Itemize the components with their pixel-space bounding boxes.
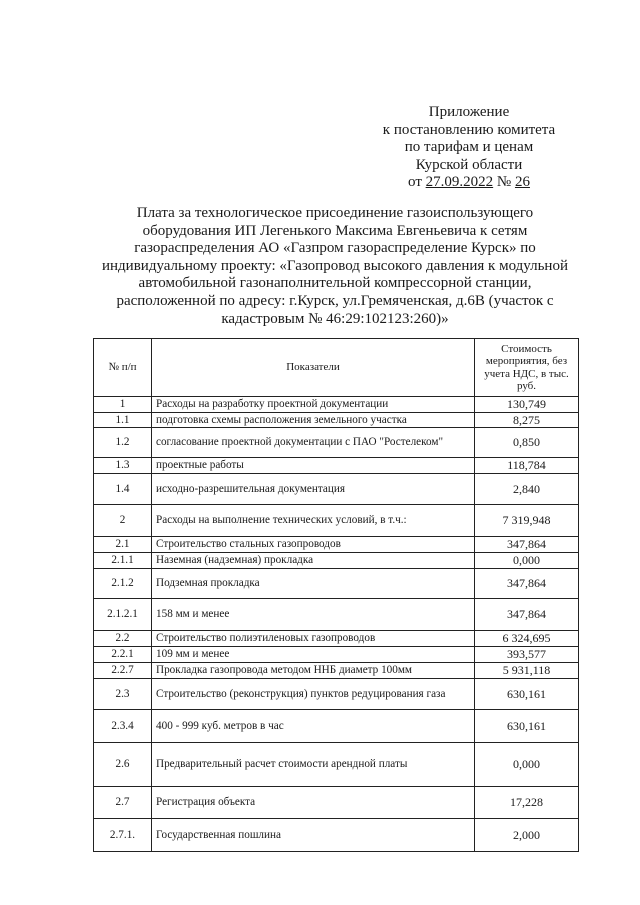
- table-row: [94, 569, 579, 599]
- row-name: 109 мм и менее: [152, 647, 475, 663]
- header-num: № п/п: [94, 339, 152, 397]
- row-num: 2.2.1: [94, 647, 152, 663]
- row-name: 400 - 999 куб. метров в час: [152, 710, 475, 743]
- appendix-line: Приложение: [428, 104, 510, 120]
- row-value: 347,864: [475, 537, 579, 553]
- document-title: [92, 205, 578, 328]
- row-name: Строительство (реконструкция) пунктов редуцирования газа: [152, 679, 475, 710]
- row-name: Государственная пошлина: [152, 819, 475, 852]
- row-num: 1.3: [94, 458, 152, 474]
- header-indicator: Показатели: [152, 339, 475, 397]
- row-value: 0,000: [475, 553, 579, 569]
- row-num: 1.1: [94, 412, 152, 428]
- row-num: 2.2: [94, 631, 152, 647]
- row-name: согласование проектной документации с ПАО "Ростелеком": [152, 428, 475, 458]
- title-line: индивидуальному проекту: «Газопровод высокого давления к модульной: [102, 257, 568, 274]
- row-name: Строительство стальных газопроводов: [152, 537, 475, 553]
- row-name: Расходы на разработку проектной документации: [152, 397, 475, 413]
- row-value: 347,864: [475, 599, 579, 631]
- row-num: 1.2: [94, 428, 152, 458]
- table-row: [94, 819, 579, 852]
- row-num: 2.1: [94, 537, 152, 553]
- row-name: исходно-разрешительная документация: [152, 474, 475, 505]
- table-row: [94, 679, 579, 710]
- table-row: [94, 663, 579, 679]
- table-row: [94, 412, 579, 428]
- row-name: Регистрация объекта: [152, 787, 475, 819]
- row-value: 130,749: [475, 397, 579, 413]
- table-row: [94, 647, 579, 663]
- row-value: 6 324,695: [475, 631, 579, 647]
- table-row: [94, 428, 579, 458]
- row-value: 630,161: [475, 710, 579, 743]
- table-row: [94, 787, 579, 819]
- table-row: [94, 537, 579, 553]
- row-num: 2.7.1.: [94, 819, 152, 852]
- table-row: [94, 474, 579, 505]
- row-num: 2.2.7: [94, 663, 152, 679]
- decree-number: 26: [514, 174, 530, 190]
- row-name: Расходы на выполнение технических условий, в т.ч.:: [152, 505, 475, 537]
- row-num: 1.4: [94, 474, 152, 505]
- row-num: 2.6: [94, 743, 152, 787]
- row-num: 2.1.1: [94, 553, 152, 569]
- title-line: Плата за технологическое присоединение газоиспользующего: [136, 205, 534, 221]
- row-value: 630,161: [475, 679, 579, 710]
- row-name: подготовка схемы расположения земельного участка: [152, 412, 475, 428]
- row-name: 158 мм и менее: [152, 599, 475, 631]
- row-name: Прокладка газопровода методом ННБ диаметр 100мм: [152, 663, 475, 679]
- decree-date: 27.09.2022: [425, 174, 494, 190]
- table-row: [94, 553, 579, 569]
- date-prefix: от: [408, 174, 422, 190]
- row-num: 2: [94, 505, 152, 537]
- table-row: [94, 710, 579, 743]
- title-line: автомобильной газонаполнительной компрессорной станции,: [138, 275, 532, 292]
- row-value: 8,275: [475, 412, 579, 428]
- appendix-header: [360, 104, 578, 192]
- row-num: 1: [94, 397, 152, 413]
- row-value: 2,840: [475, 474, 579, 505]
- title-line: кадастровым № 46:29:102123:260)»: [221, 310, 449, 327]
- row-name: Предварительный расчет стоимости арендной платы: [152, 743, 475, 787]
- row-name: Подземная прокладка: [152, 569, 475, 599]
- number-prefix: №: [496, 174, 512, 190]
- row-name: Строительство полиэтиленовых газопроводов: [152, 631, 475, 647]
- appendix-line: к постановлению комитета: [382, 121, 556, 138]
- appendix-line: по тарифам и ценам: [404, 139, 534, 155]
- table-row: [94, 397, 579, 413]
- row-num: 2.3: [94, 679, 152, 710]
- title-line: газораспределения АО «Газпром газораспределение Курск» по: [134, 240, 536, 257]
- row-num: 2.7: [94, 787, 152, 819]
- appendix-line: Курской области: [415, 156, 523, 173]
- cost-table: [93, 338, 579, 852]
- table-row: [94, 505, 579, 537]
- table-row: [94, 743, 579, 787]
- row-value: 393,577: [475, 647, 579, 663]
- row-num: 2.1.2.1: [94, 599, 152, 631]
- row-num: 2.3.4: [94, 710, 152, 743]
- row-name: проектные работы: [152, 458, 475, 474]
- row-value: 0,000: [475, 743, 579, 787]
- row-num: 2.1.2: [94, 569, 152, 599]
- row-value: 118,784: [475, 458, 579, 474]
- table-row: [94, 458, 579, 474]
- row-value: 347,864: [475, 569, 579, 599]
- appendix-date-line: [360, 174, 578, 192]
- row-value: 17,228: [475, 787, 579, 819]
- row-value: 0,850: [475, 428, 579, 458]
- row-value: 2,000: [475, 819, 579, 852]
- title-line: расположенной по адресу: г.Курск, ул.Гремяченская, д.6В (участок с: [116, 292, 554, 309]
- header-cost: Стоимость мероприятия, без учета НДС, в тыс. руб.: [475, 339, 579, 397]
- table-header-row: [94, 339, 579, 397]
- row-value: 5 931,118: [475, 663, 579, 679]
- title-line: оборудования ИП Легенького Максима Евгеньевича к сетям: [142, 222, 528, 239]
- row-value: 7 319,948: [475, 505, 579, 537]
- table-row: [94, 631, 579, 647]
- row-name: Наземная (надземная) прокладка: [152, 553, 475, 569]
- table-row: [94, 599, 579, 631]
